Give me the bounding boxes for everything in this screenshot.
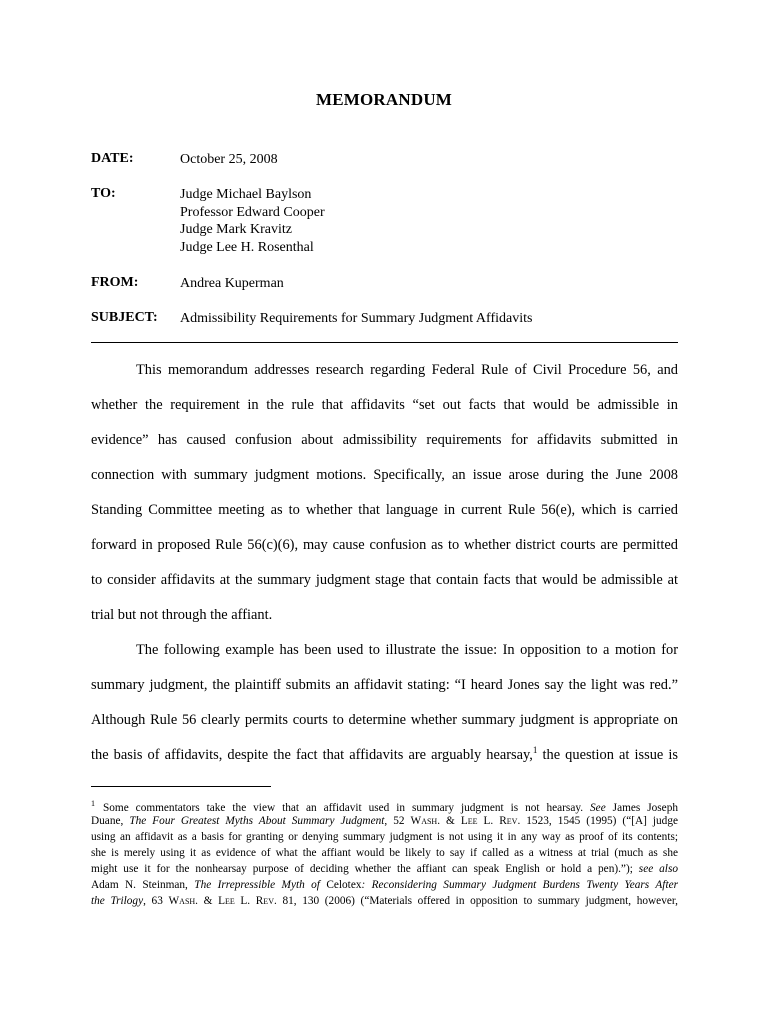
- body-line: forward in proposed Rule 56(c)(6), may cause confusion as to whether district courts are permitted: [91, 537, 678, 553]
- recipient: Judge Michael Baylson: [180, 187, 312, 202]
- article-title: : Reconsidering Summary Judgment Burdens Twenty Years After: [361, 879, 678, 891]
- recipient: Judge Lee H. Rosenthal: [180, 239, 314, 255]
- footnote-text: might use it for the nonhearsay purpose of deciding whether the affiant can speak English or hold a pen).”);: [91, 863, 639, 875]
- body-line: connection with summary judgment motions. Specifically, an issue arose during the June 2008: [91, 467, 678, 483]
- footnote-line: [91, 863, 678, 875]
- body-line: This memorandum addresses research regarding Federal Rule of Civil Procedure 56, and: [136, 362, 678, 378]
- footnote-line: [91, 895, 678, 907]
- recipient: Professor Edward Cooper: [180, 204, 325, 220]
- to-recipients: [180, 186, 325, 256]
- to-label: TO:: [91, 186, 116, 201]
- body-line: to consider affidavits at the summary judgment stage that contain facts that would be admissible at: [91, 572, 678, 588]
- case-name: Celotex: [326, 879, 362, 891]
- body-line: evidence” has caused confusion about admissibility requirements for affidavits submitted in: [91, 432, 678, 448]
- from-value: Andrea Kuperman: [180, 276, 284, 291]
- footnote-text: , 63: [143, 895, 169, 907]
- recipient: Judge Mark Kravitz: [180, 222, 292, 237]
- header-divider: [91, 342, 678, 343]
- subject-label: SUBJECT:: [91, 310, 158, 325]
- footnote-text: 81, 130 (2006) (“Materials offered in opposition to summary judgment, however,: [276, 895, 678, 907]
- body-line: Although Rule 56 clearly permits courts to determine whether summary judgment is appropriate on: [91, 712, 678, 728]
- body-line: [91, 747, 678, 764]
- body-line: summary judgment, the plaintiff submits an affidavit stating: “I heard Jones say the light was red.”: [91, 677, 678, 693]
- from-label: FROM:: [91, 275, 139, 290]
- footnote-line: [91, 879, 678, 891]
- footnote-text: James Joseph: [605, 801, 678, 814]
- footnote-reference[interactable]: 1: [532, 745, 538, 756]
- date-value: October 25, 2008: [180, 152, 278, 167]
- article-title: the Trilogy: [91, 895, 144, 907]
- footnote-line: she is merely using it as evidence of what the affiant would be likely to say if called as a witness at trial (much as she: [91, 847, 678, 859]
- body-line: whether the requirement in the rule that affidavits “set out facts that would be admissible in: [91, 397, 678, 413]
- signal-see: See: [590, 801, 606, 814]
- body-text: the basis of affidavits, despite the fact that affidavits are arguably hearsay,: [91, 747, 533, 763]
- journal-name: Wash. & Lee L. Rev.: [168, 895, 277, 907]
- body-text: the question at issue is: [537, 747, 678, 763]
- memo-title: MEMORANDUM: [315, 90, 453, 109]
- body-line: trial but not through the affiant.: [91, 607, 273, 623]
- body-line: Standing Committee meeting as to whether that language in current Rule 56(e), which is carried: [91, 502, 678, 518]
- footnote-text: Adam N. Steinman,: [91, 879, 195, 891]
- footnote-text: , 52: [384, 815, 411, 827]
- signal-see-also: see also: [638, 863, 678, 875]
- footnote-text: 1523, 1545 (1995) (“[A] judge: [520, 815, 678, 827]
- journal-name: Wash. & Lee L. Rev.: [410, 815, 521, 827]
- footnote-divider: [91, 786, 271, 787]
- footnote-text: Duane,: [91, 815, 130, 827]
- body-line: The following example has been used to illustrate the issue: In opposition to a motion for: [136, 642, 678, 658]
- footnote-text: Some commentators take the view that an affidavit used in summary judgment is not hearsay.: [103, 801, 591, 814]
- footnote-line: [91, 815, 678, 827]
- footnote-line: using an affidavit as a basis for granting or denying summary judgment is not using it in any way as proof of its contents;: [91, 831, 678, 843]
- footnote-number: 1: [91, 799, 95, 808]
- subject-value: Admissibility Requirements for Summary Judgment Affidavits: [180, 311, 533, 326]
- footnote-line: [91, 799, 678, 814]
- date-label: DATE:: [91, 151, 134, 166]
- article-title: The Irrepressible Myth of: [194, 879, 327, 891]
- article-title: The Four Greatest Myths About Summary Judgment: [129, 815, 385, 827]
